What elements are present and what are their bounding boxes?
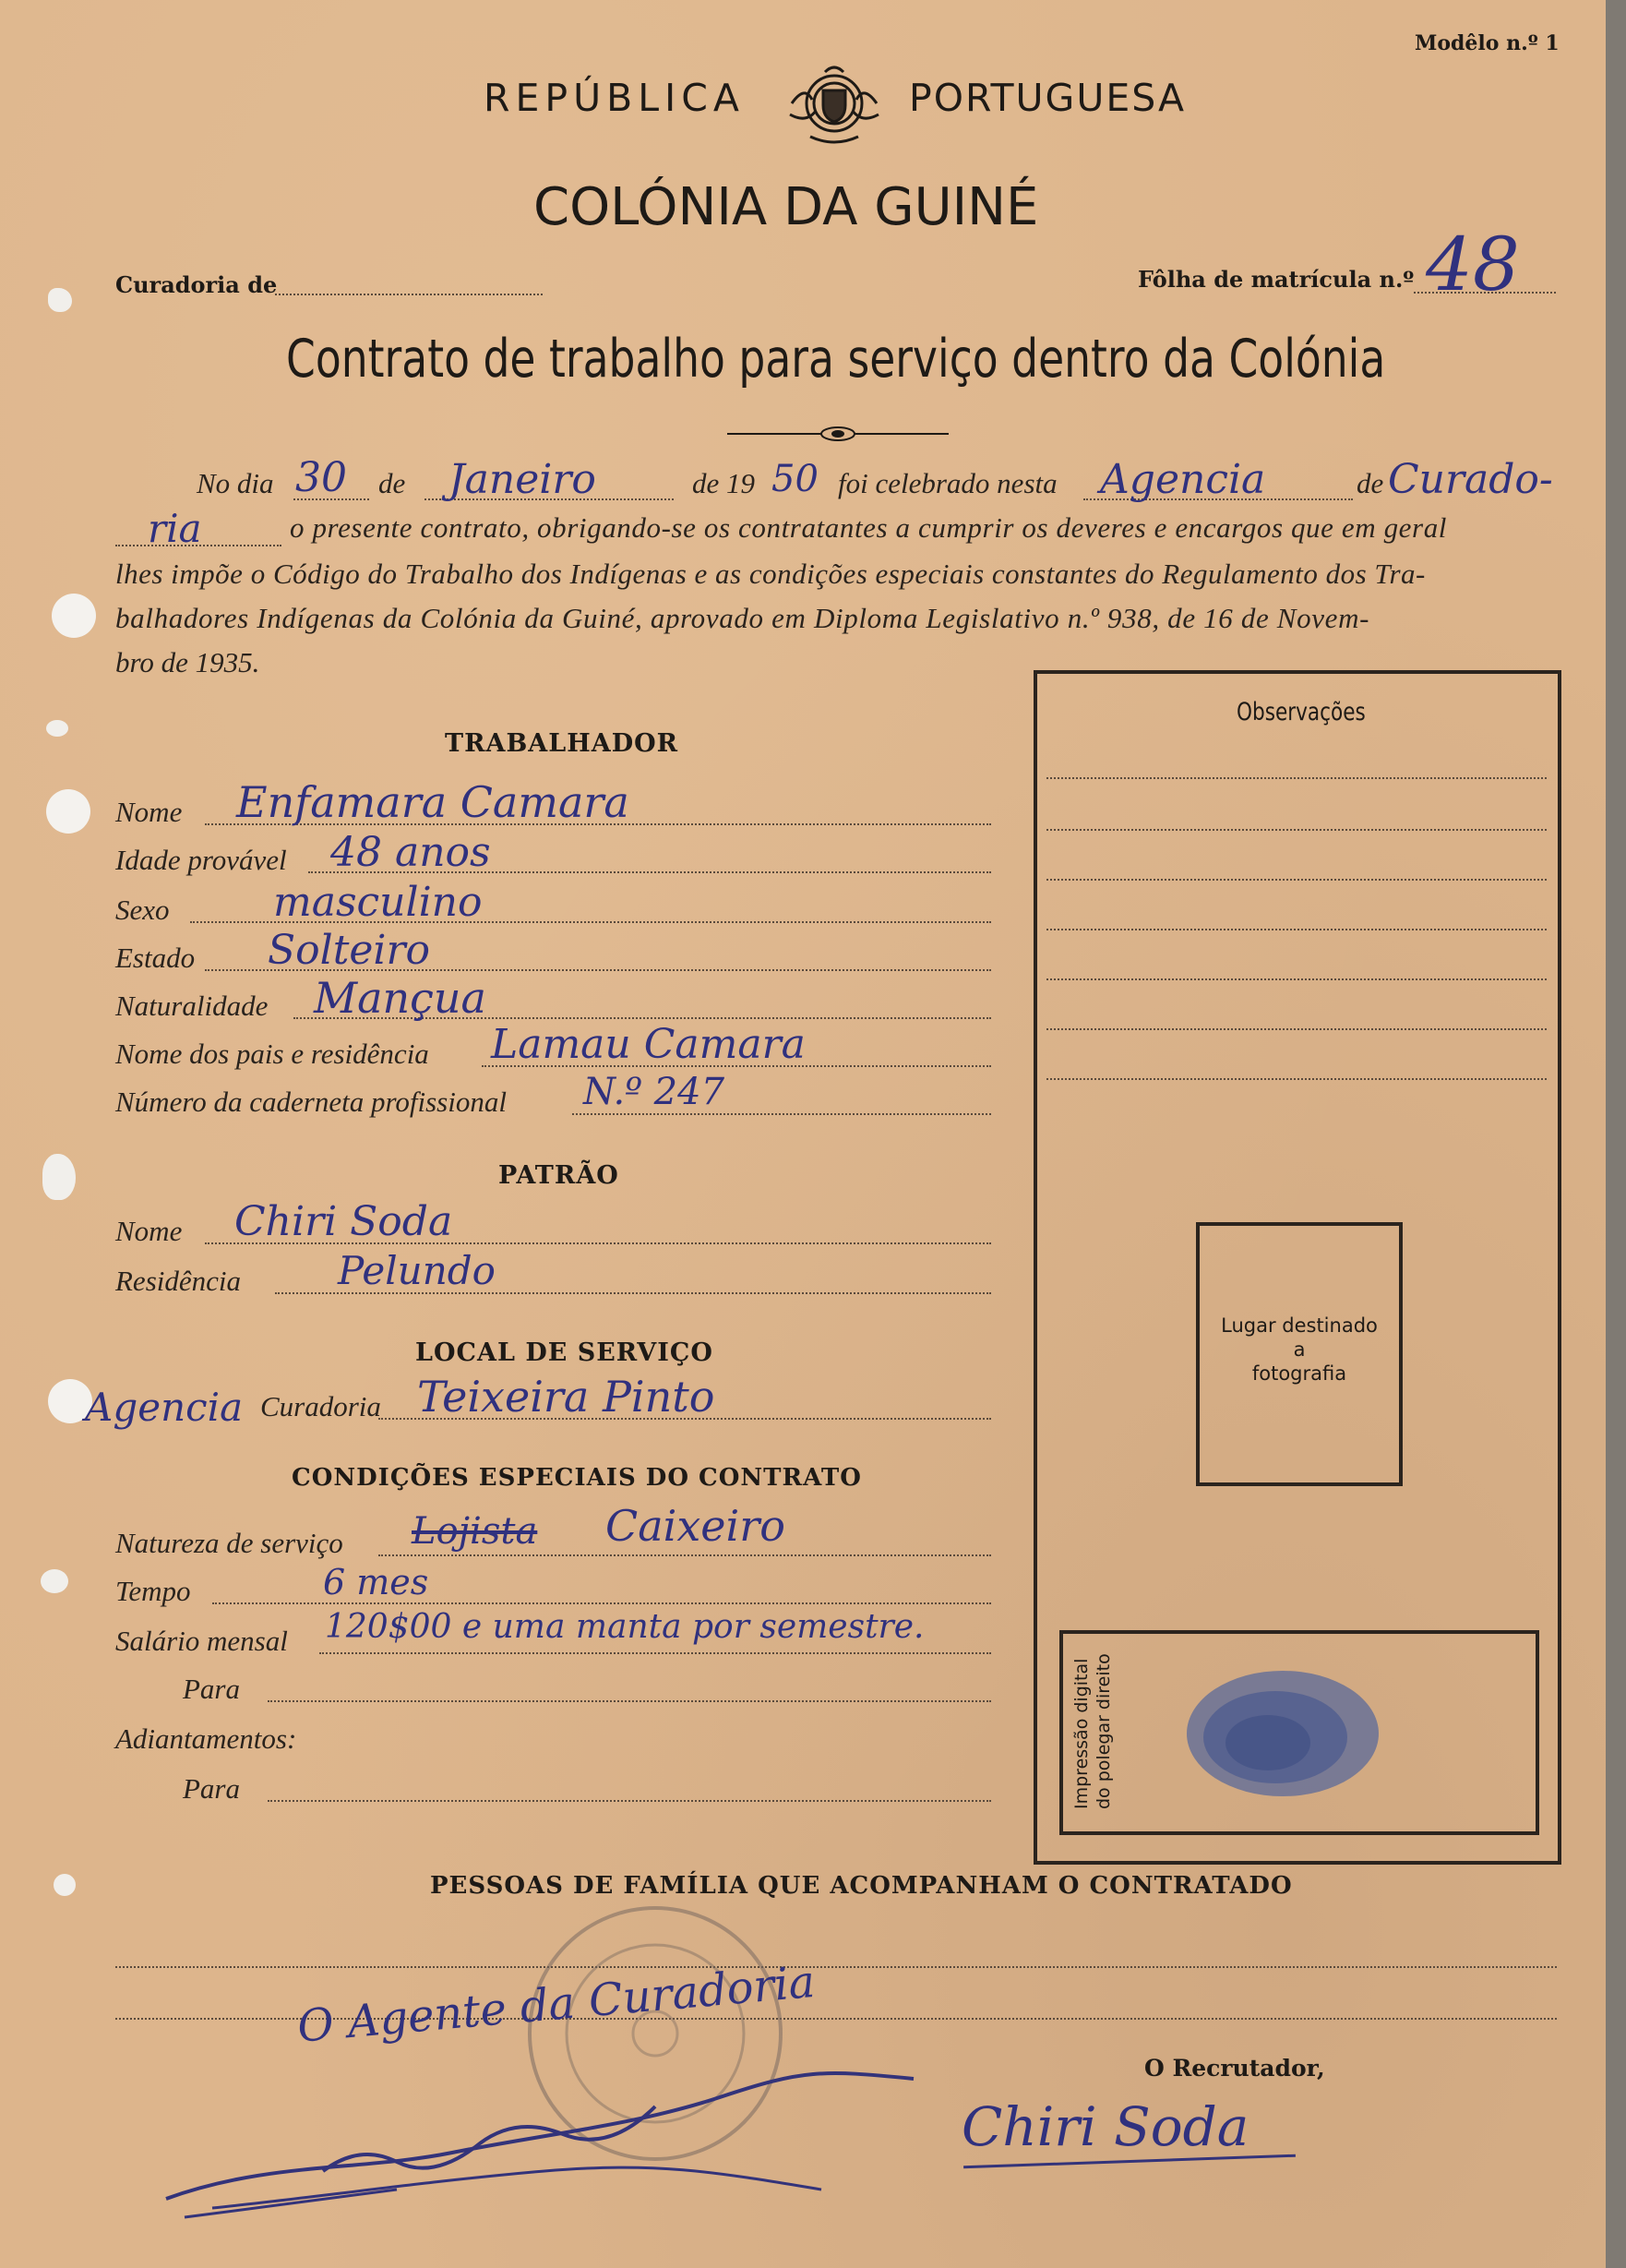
thumbprint-caption (1070, 1652, 1126, 1809)
residencia-label: Residência (115, 1265, 242, 1297)
obs-line (1046, 978, 1547, 980)
sexo-label: Sexo (115, 894, 170, 926)
ria-value: ria (148, 506, 202, 551)
estado-value: Solteiro (268, 927, 431, 974)
folha-label: Fôlha de matrícula n.º (1138, 266, 1415, 293)
punch-hole (52, 594, 96, 638)
natureza-struck: Lojista (412, 1510, 538, 1553)
para1-line (268, 1700, 991, 1702)
local-curadoria-label: Curadoria (260, 1390, 381, 1422)
local-servico-heading: LOCAL DE SERVIÇO (415, 1338, 713, 1367)
intro-de: de (378, 467, 406, 499)
document-title: Contrato de trabalho para serviço dentro da Colónia (286, 329, 1386, 390)
patrao-nome-label: Nome (115, 1215, 183, 1247)
intro-celebrado: foi celebrado nesta (838, 467, 1058, 499)
adiantamentos-label: Adiantamentos: (115, 1722, 297, 1755)
ano-value: 50 (771, 458, 819, 500)
photo-line-1: Lugar destinado (1221, 1314, 1378, 1337)
obs-line (1046, 829, 1547, 831)
ornament-divider (727, 423, 949, 445)
thumbprint-mark (1172, 1654, 1393, 1811)
trabalhador-heading: TRABALHADOR (445, 729, 679, 758)
salario-label: Salário mensal (115, 1625, 288, 1657)
local-curadoria-value: Teixeira Pinto (417, 1372, 715, 1422)
republica-left: REPÚBLICA (484, 76, 745, 120)
recrutador-label: O Recrutador, (1144, 2055, 1325, 2082)
obs-line (1046, 879, 1547, 881)
obs-line (1046, 777, 1547, 779)
republica-right: PORTUGUESA (909, 76, 1187, 120)
dia-value: 30 (295, 454, 347, 501)
photo-line-2: a (1293, 1338, 1306, 1361)
caderneta-line (572, 1113, 991, 1115)
torn-edge-mark (42, 1154, 76, 1200)
pais-value: Lamau Camara (491, 1021, 806, 1068)
idade-value: 48 anos (330, 829, 491, 876)
folha-value: 48 (1426, 222, 1520, 307)
para2-label: Para (183, 1772, 240, 1805)
familia-heading: PESSOAS DE FAMÍLIA QUE ACOMPANHAM O CONTRATADO (430, 1872, 1293, 1900)
intro-no-dia: No dia (197, 467, 274, 499)
torn-edge-mark (41, 1569, 68, 1593)
trabalhador-nome-label: Nome (115, 796, 183, 828)
tempo-value: 6 mes (323, 1562, 429, 1602)
mes-value: Janeiro (448, 456, 596, 503)
thumbprint-line-2: do polegar direito (1094, 1653, 1114, 1809)
tempo-line (212, 1602, 991, 1604)
residencia-value: Pelundo (338, 1248, 496, 1293)
natureza-value: Caixeiro (605, 1501, 785, 1551)
obs-line (1046, 929, 1547, 930)
colonia-title: COLÓNIA DA GUINÉ (533, 177, 1039, 237)
tempo-label: Tempo (115, 1575, 191, 1607)
pais-label: Nome dos pais e residência (115, 1038, 429, 1070)
torn-edge-mark (54, 1874, 76, 1896)
agente-signature: O Agente da Curadoria (295, 1955, 818, 2053)
salario-line (319, 1652, 991, 1654)
local-prefix-hand: Agencia (85, 1385, 244, 1430)
familia-line (115, 1966, 1557, 1968)
intro-line-2: o presente contrato, obrigando-se os contratantes a cumprir os deveres e encargos que em geral (290, 511, 1448, 544)
torn-edge-mark (46, 720, 68, 737)
estado-label: Estado (115, 942, 196, 974)
natureza-line (378, 1554, 991, 1556)
curadoria-label: Curadoria de (115, 271, 278, 298)
curadoria-line (275, 294, 543, 295)
thumbprint-line-1: Impressão digital (1071, 1658, 1092, 1809)
photo-line-3: fotografia (1251, 1362, 1347, 1385)
sexo-value: masculino (273, 879, 483, 926)
idade-label: Idade provável (115, 844, 287, 876)
coat-of-arms-icon (783, 61, 886, 146)
naturalidade-label: Naturalidade (115, 990, 269, 1022)
intro-line-3: lhes impõe o Código do Trabalho dos Indígenas e as condições especiais constantes do Regulamento dos Tra- (115, 558, 1426, 590)
obs-line (1046, 1028, 1547, 1030)
modelo-number: Modêlo n.º 1 (1415, 31, 1560, 55)
intro-line-5: bro de 1935. (115, 646, 260, 678)
torn-edge-mark (48, 288, 72, 312)
observacoes-label: Observações (1237, 698, 1366, 726)
para1-label: Para (183, 1673, 240, 1705)
naturalidade-value: Mançua (314, 973, 486, 1023)
intro-de-19: de 19 (692, 467, 756, 499)
photo-placeholder-box (1196, 1222, 1403, 1486)
patrao-heading: PATRÃO (498, 1161, 619, 1190)
natureza-label: Natureza de serviço (115, 1527, 343, 1559)
agente-scribble-signature (157, 2060, 950, 2226)
para2-line (268, 1800, 991, 1802)
punch-hole (46, 789, 90, 834)
intro-de-2: de (1357, 467, 1384, 499)
curado-value: Curado- (1388, 456, 1553, 503)
obs-line (1046, 1078, 1547, 1080)
recrutador-signature: Chiri Soda (962, 2095, 1249, 2158)
local-value: Agencia (1100, 456, 1266, 503)
caderneta-label: Número da caderneta profissional (115, 1086, 507, 1118)
intro-line-4: balhadores Indígenas da Colónia da Guiné, aprovado em Diploma Legislativo n.º 938, de 16 de Novem- (115, 602, 1370, 634)
condicoes-heading: CONDIÇÕES ESPECIAIS DO CONTRATO (292, 1464, 862, 1492)
trabalhador-nome-value: Enfamara Camara (236, 777, 629, 827)
caderneta-value: N.º 247 (583, 1071, 725, 1113)
salario-value: 120$00 e uma manta por semestre. (325, 1608, 925, 1646)
patrao-nome-value: Chiri Soda (234, 1198, 453, 1245)
